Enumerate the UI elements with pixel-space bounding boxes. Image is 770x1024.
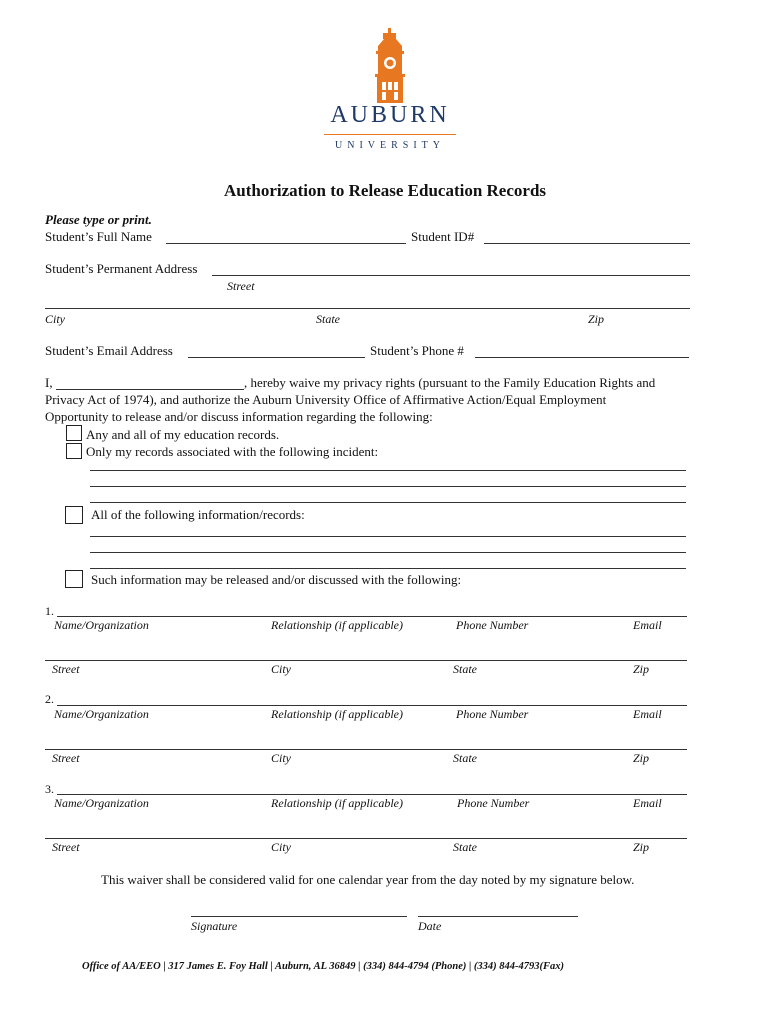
waiver-line-1: , hereby waive my privacy rights (pursuant to the Family Education Rights and	[244, 375, 656, 390]
contact-number: 1.	[45, 604, 54, 618]
logo-subtitle: UNIVERSITY	[335, 140, 445, 151]
relationship-caption: Relationship (if applicable)	[271, 796, 403, 810]
city-caption: City	[271, 840, 291, 854]
logo-divider	[324, 134, 456, 135]
zip-caption: Zip	[633, 840, 650, 854]
released-to-label: Such information may be released and/or discussed with the following:	[91, 572, 462, 587]
released-to-checkbox[interactable]	[65, 570, 83, 588]
name-caption: Name/Organization	[54, 707, 149, 721]
city-caption: City	[45, 312, 65, 326]
street-caption: Street	[52, 751, 80, 765]
contact-number: 3.	[45, 782, 54, 796]
phone-label: Student’s Phone #	[370, 343, 464, 358]
email-label: Student’s Email Address	[45, 343, 173, 358]
phone-caption: Phone Number	[456, 618, 529, 632]
incident-line-1[interactable]	[90, 470, 686, 471]
street-field[interactable]	[212, 275, 690, 276]
phone-field[interactable]	[475, 357, 689, 358]
state-caption: State	[453, 840, 477, 854]
date-label: Date	[418, 919, 442, 933]
contact-name-field[interactable]	[57, 794, 687, 795]
zip-caption: Zip	[633, 751, 650, 765]
auburn-university-logo	[320, 28, 460, 156]
waiver-prefix: I,	[45, 375, 53, 390]
street-caption: Street	[52, 662, 80, 676]
relationship-caption: Relationship (if applicable)	[271, 618, 403, 632]
signature-field[interactable]	[191, 916, 407, 917]
email-field[interactable]	[188, 357, 365, 358]
full-name-field[interactable]	[166, 243, 406, 244]
waiver-name-field[interactable]	[56, 389, 244, 390]
page-title: Authorization to Release Education Records	[223, 181, 547, 200]
records-line-2[interactable]	[90, 552, 686, 553]
relationship-caption: Relationship (if applicable)	[271, 707, 403, 721]
zip-caption: Zip	[633, 662, 650, 676]
contact-name-field[interactable]	[57, 705, 687, 706]
contact-address-field[interactable]	[45, 660, 687, 661]
name-caption: Name/Organization	[54, 796, 149, 810]
state-caption: State	[453, 751, 477, 765]
contact-number: 2.	[45, 692, 54, 706]
records-line-3[interactable]	[90, 568, 686, 569]
signature-label: Signature	[191, 919, 238, 933]
instruction-text: Please type or print.	[45, 212, 152, 227]
full-name-label: Student’s Full Name	[45, 229, 152, 244]
date-field[interactable]	[418, 916, 578, 917]
incident-line-2[interactable]	[90, 486, 686, 487]
any-all-checkbox[interactable]	[66, 425, 82, 441]
all-following-label: All of the following information/records:	[91, 507, 305, 522]
city-caption: City	[271, 662, 291, 676]
any-all-label: Any and all of my education records.	[86, 427, 280, 442]
phone-caption: Phone Number	[457, 796, 530, 810]
name-caption: Name/Organization	[54, 618, 149, 632]
contact-address-field[interactable]	[45, 838, 687, 839]
incident-label: Only my records associated with the following incident:	[86, 444, 379, 459]
records-line-1[interactable]	[90, 536, 686, 537]
validity-statement: This waiver shall be considered valid for one calendar year from the day noted by my signature below.	[101, 872, 635, 887]
incident-line-3[interactable]	[90, 502, 686, 503]
contact-name-field[interactable]	[57, 616, 687, 617]
phone-caption: Phone Number	[456, 707, 529, 721]
city-caption: City	[271, 751, 291, 765]
logo-wordmark: AUBURN	[330, 102, 450, 128]
student-id-label: Student ID#	[411, 229, 475, 244]
street-caption: Street	[52, 840, 80, 854]
state-caption: State	[453, 662, 477, 676]
street-caption: Street	[227, 279, 255, 293]
email-caption: Email	[633, 796, 662, 810]
address-label: Student’s Permanent Address	[45, 261, 198, 276]
all-following-checkbox[interactable]	[65, 506, 83, 524]
footer-contact-info: Office of AA/EEO | 317 James E. Foy Hall | Auburn, AL 36849 | (334) 844-4794 (Phone) | (334) 844-4793(Fax)	[82, 961, 565, 972]
student-id-field[interactable]	[484, 243, 690, 244]
waiver-line-3: Opportunity to release and/or discuss information regarding the following:	[45, 409, 433, 424]
tower-icon	[320, 28, 460, 104]
email-caption: Email	[633, 707, 662, 721]
zip-caption: Zip	[588, 312, 605, 326]
state-caption: State	[316, 312, 340, 326]
email-caption: Email	[633, 618, 662, 632]
incident-checkbox[interactable]	[66, 443, 82, 459]
city-state-zip-field[interactable]	[45, 308, 690, 309]
waiver-line-2: Privacy Act of 1974), and authorize the Auburn University Office of Affirmative Action/Equal Employment	[45, 392, 607, 407]
contact-address-field[interactable]	[45, 749, 687, 750]
